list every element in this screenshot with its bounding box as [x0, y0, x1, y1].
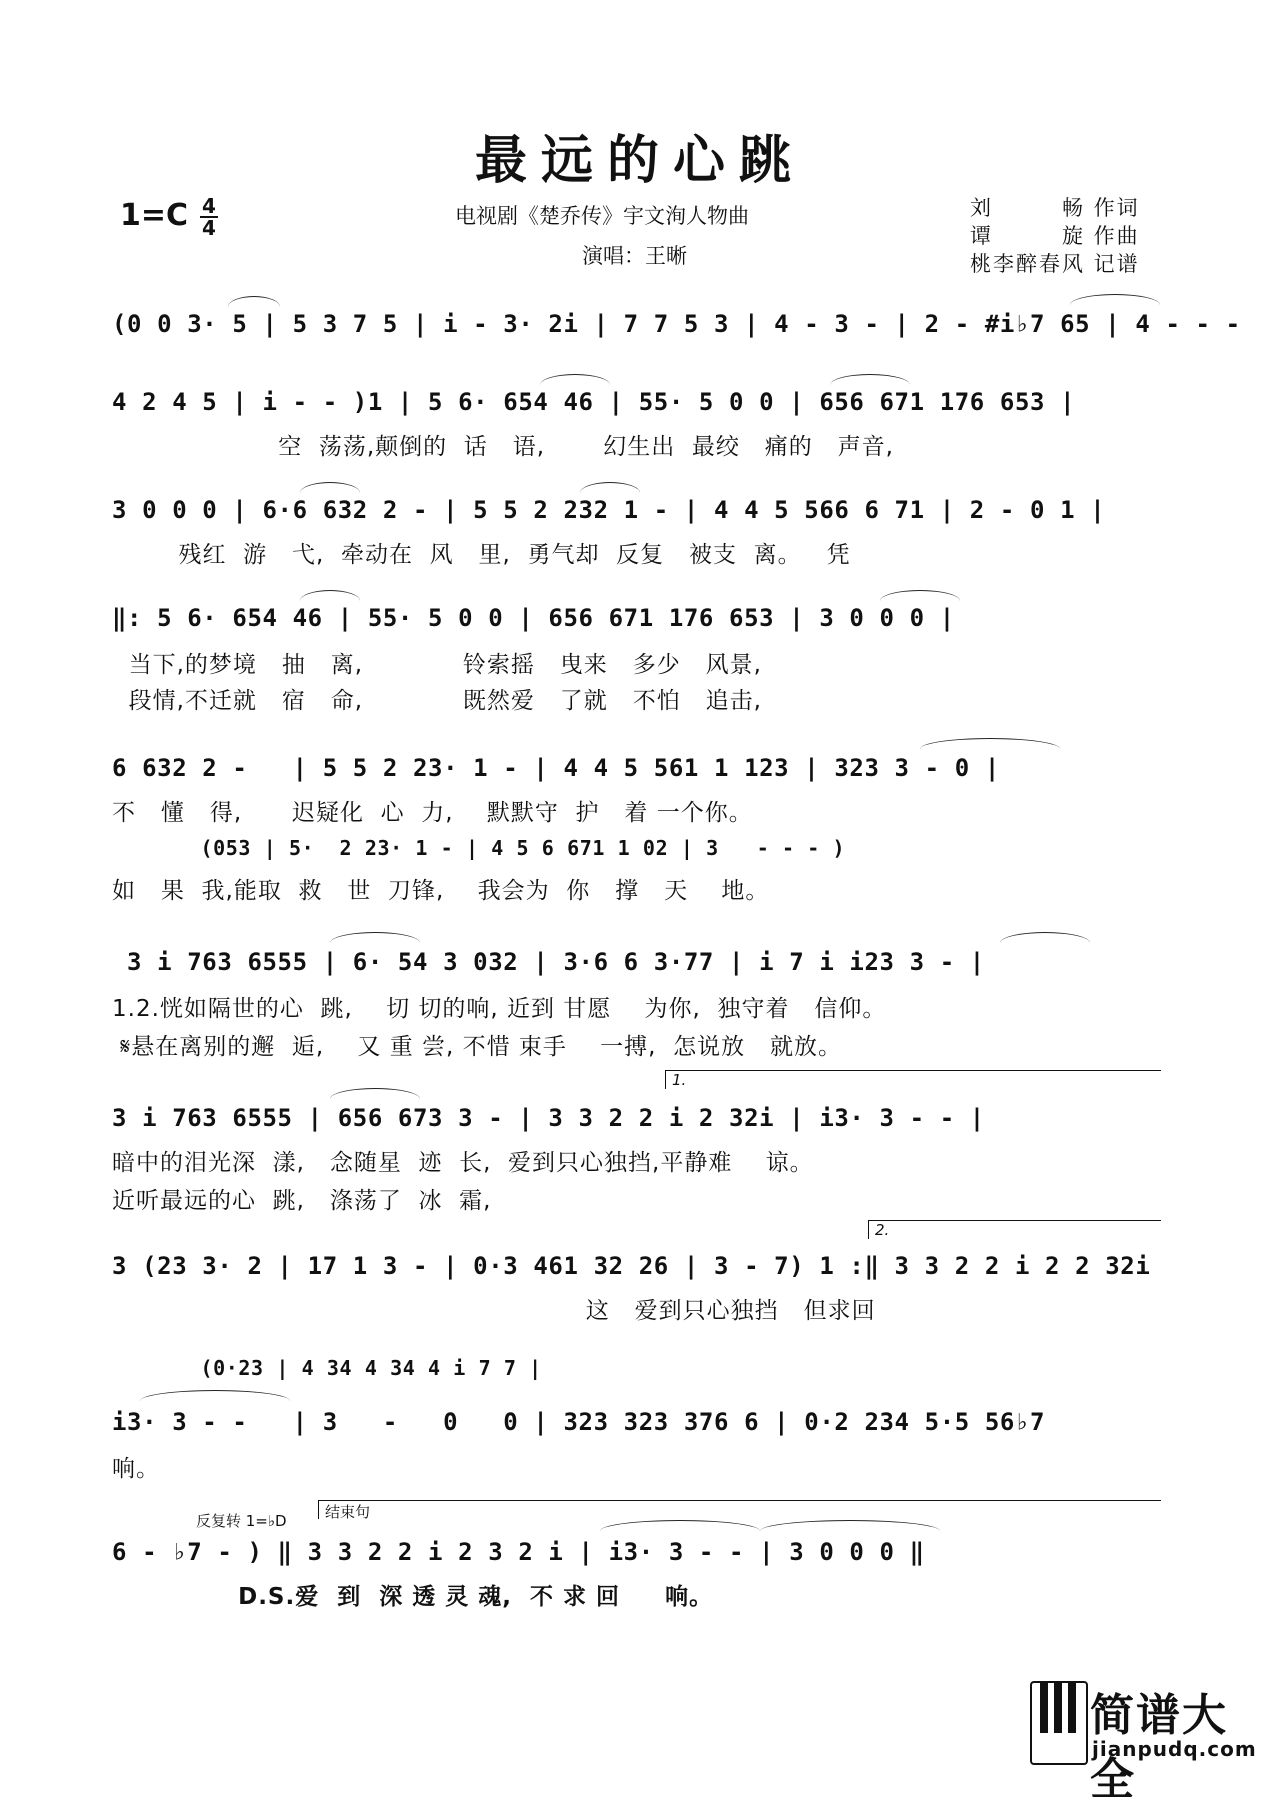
score-row: [112, 940, 1160, 984]
logo-name: 简谱大全: [1090, 1690, 1228, 1805]
piano-icon: [1030, 1681, 1088, 1765]
modulation-marking: 反复转 1=♭D: [196, 1512, 287, 1530]
lyric-line: 暗中的泪光深 漾, 念随星 迹 长, 爱到只心独挡,平静难 谅。: [112, 1150, 814, 1176]
score-row: [112, 1096, 1160, 1140]
meter-top: 4: [200, 196, 218, 218]
slur: [580, 482, 640, 493]
lyric-line: 近听最远的心 跳, 涤荡了 冰 霜,: [112, 1188, 492, 1214]
volta-1-label: 1.: [672, 1071, 687, 1089]
lyric-line: D.S.爱 到 深 透 灵 魂, 不 求 回 响。: [112, 1584, 714, 1610]
notation-line: (053 | 5· 2 23· 1 - | 4 5 6 671 1 02 | 3 - - - ): [112, 836, 846, 860]
volta-2-label: 2.: [875, 1221, 890, 1239]
key-signature: 1=C: [120, 198, 189, 233]
page-title: 最远的心跳: [474, 130, 805, 191]
ending-label: 结束句: [325, 1503, 371, 1521]
score-row: [112, 596, 1160, 640]
slur: [830, 374, 910, 385]
slur: [140, 1390, 290, 1401]
notation-line: 4 2 4 5 | i - - )1 | 5 6· 654 46 | 55· 5 0 0 | 656 671 176 653 |: [112, 388, 1076, 416]
slur: [1070, 294, 1160, 305]
slur: [1000, 932, 1090, 943]
score-row: [112, 1346, 1160, 1390]
notation-line: 6 632 2 - | 5 5 2 23· 1 - | 4 4 5 561 1 123 | 323 3 - 0 |: [112, 754, 1000, 782]
site-logo: [1030, 1677, 1257, 1805]
logo-url: jianpudq.com: [1092, 1737, 1257, 1761]
transcriber-credit: 桃李醉春风 记谱: [970, 252, 1140, 276]
lyric-line: 如 果 我,能取 救 世 刀锋, 我会为 你 撑 天 地。: [112, 878, 770, 904]
notation-line: ‖: 5 6· 654 46 | 55· 5 0 0 | 656 671 176 653 | 3 0 0 0 |: [112, 604, 955, 632]
score-row: [112, 746, 1160, 790]
subtitle: 电视剧《楚乔传》宇文洵人物曲: [455, 204, 749, 228]
volta-bracket-1: [665, 1070, 1161, 1089]
notation-line: 6 - ♭7 - ) ‖ 3 3 2 2 i 2 3 2 i | i3· 3 - - | 3 0 0 0 ‖: [112, 1538, 925, 1566]
score-row: [112, 1400, 1160, 1444]
lyric-line: 响。: [112, 1456, 160, 1482]
composer-credit: 谭 旋 作曲: [970, 224, 1140, 248]
notation-line: (0 0 3· 5 | 5 3 7 5 | i - 3· 2i | 7 7 5 3 | 4 - 3 - | 2 - #i♭7 65 | 4 - - -: [112, 310, 1241, 338]
notation-line: 3 i 763 6555 | 656 673 3 - | 3 3 2 2 i 2 32i | i3· 3 - - |: [112, 1104, 985, 1132]
volta-bracket-2: [868, 1220, 1161, 1239]
slur: [920, 738, 1060, 749]
slur: [228, 296, 280, 307]
singer: 演唱：王晰: [582, 244, 687, 268]
slur: [880, 590, 960, 601]
lyric-line: 残红 游 弋, 牵动在 风 里, 勇气却 反复 被支 离。 凭: [112, 542, 851, 568]
score-row: [112, 380, 1160, 424]
slur: [330, 1088, 420, 1099]
lyric-line: 段情,不迁就 宿 命, 既然爱 了就 不怕 追击,: [112, 688, 762, 714]
notation-line: 3 0 0 0 | 6·6 632 2 - | 5 5 2 232 1 - | 4 4 5 566 6 71 | 2 - 0 1 |: [112, 496, 1106, 524]
time-signature: [200, 196, 218, 238]
notation-line: i3· 3 - - | 3 - 0 0 | 323 323 376 6 | 0·2 234 5·5 56♭7: [112, 1408, 1046, 1436]
slur: [540, 374, 610, 385]
score-row: [112, 1244, 1160, 1288]
slur: [300, 482, 360, 493]
lyric-line: 空 荡荡,颠倒的 话 语, 幻生出 最绞 痛的 声音,: [112, 434, 894, 460]
lyric-line: 不 懂 得, 迟疑化 心 力, 默默守 护 着 一个你。: [112, 800, 753, 826]
notation-line: (0·23 | 4 34 4 34 4 i 7 7 |: [112, 1356, 542, 1380]
score-row: [112, 1530, 1160, 1574]
score-row: [112, 302, 1241, 346]
score-row: [112, 488, 1160, 532]
ending-bracket: [318, 1500, 1161, 1519]
lyric-line: 这 爱到只心独挡 但求回: [112, 1298, 876, 1324]
score-row: [112, 826, 1160, 870]
slur: [760, 1520, 940, 1531]
lyric-line: 𝄋悬在离别的邂 逅, 又 重 尝, 不惜 束手 一搏, 怎说放 就放。: [112, 1034, 843, 1060]
lyric-line: 1.2.恍如隔世的心 跳, 切 切的响, 近到 甘愿 为你, 独守着 信仰。: [112, 996, 887, 1022]
meter-bottom: 4: [202, 216, 216, 240]
notation-line: 3 i 763 6555 | 6· 54 3 032 | 3·6 6 3·77 | i 7 i i23 3 - |: [112, 948, 985, 976]
slur: [330, 932, 420, 943]
lyric-line: 当下,的梦境 抽 离, 铃索摇 曳来 多少 风景,: [112, 652, 762, 678]
lyricist-credit: 刘 畅 作词: [970, 196, 1140, 220]
notation-line: 3 (23 3· 2 | 17 1 3 - | 0·3 461 32 26 | 3 - 7) 1 :‖ 3 3 2 2 i 2 2 32i: [112, 1252, 1151, 1280]
slur: [600, 1520, 760, 1531]
slur: [300, 590, 360, 601]
